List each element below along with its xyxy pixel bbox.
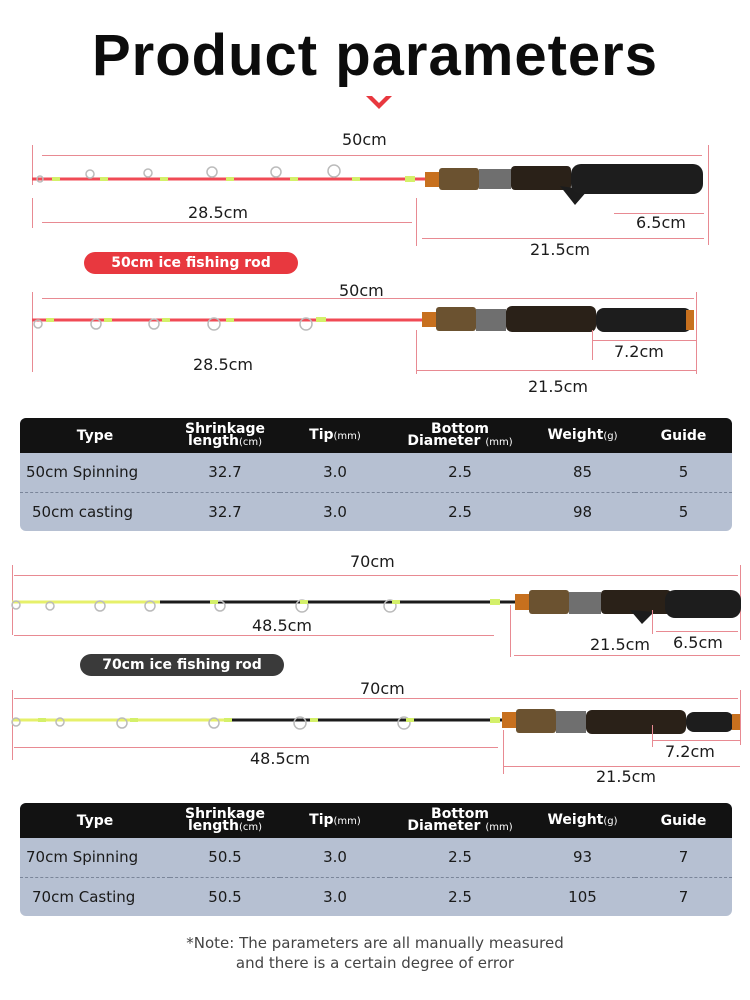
- th-guide: Guide: [635, 803, 732, 838]
- dim-grip-length: 7.2cm: [614, 342, 664, 361]
- dim-total-length: 70cm: [360, 679, 405, 698]
- dim-total-length: 70cm: [350, 552, 395, 571]
- dim-total-length: 50cm: [339, 281, 384, 300]
- tag-50cm-ice-rod: 50cm ice fishing rod: [84, 252, 298, 274]
- rod-50-spinning-image: [30, 302, 710, 342]
- dim-grip-length: 6.5cm: [673, 633, 723, 652]
- th-tip: Tip(mm): [280, 418, 390, 453]
- table-row: 70cm Spinning 50.5 3.0 2.5 93 7: [20, 838, 732, 877]
- spec-table-50cm: [20, 418, 732, 531]
- th-tip: Tip(mm): [280, 803, 390, 838]
- th-bottom-diameter: Bottom Diameter (mm): [390, 803, 530, 838]
- dim-blank-length: 28.5cm: [188, 203, 249, 222]
- rod-70-spinning-image: [10, 708, 745, 738]
- th-type: Type: [20, 803, 170, 838]
- spec-table-70cm: [20, 803, 732, 916]
- rod-70-casting-image: [10, 588, 745, 624]
- dim-blank-length: 28.5cm: [193, 355, 254, 374]
- rod-50-casting-image: [30, 160, 720, 210]
- th-weight: Weight(g): [530, 803, 635, 838]
- dim-handle-length: 21.5cm: [528, 377, 589, 396]
- dim-handle-length: 21.5cm: [590, 635, 651, 654]
- dim-total-length: 50cm: [342, 130, 387, 149]
- dim-handle-length: 21.5cm: [596, 767, 657, 786]
- dim-blank-length: 48.5cm: [252, 616, 313, 635]
- th-shrinkage: Shrinkage length(cm): [170, 803, 280, 838]
- th-type: Type: [20, 418, 170, 453]
- dim-blank-length: 48.5cm: [250, 749, 311, 768]
- table-row: 50cm casting 32.7 3.0 2.5 98 5: [32, 502, 689, 521]
- th-guide: Guide: [635, 418, 732, 453]
- page-title: Product parameters: [92, 23, 658, 88]
- dim-grip-length: 7.2cm: [665, 742, 715, 761]
- dim-handle-length: 21.5cm: [530, 240, 591, 259]
- table-row: 70cm Casting 50.5 3.0 2.5 105 7: [32, 887, 689, 906]
- dim-grip-length: 6.5cm: [636, 213, 686, 232]
- th-bottom-diameter: Bottom Diameter (mm): [390, 418, 530, 453]
- table-row: 50cm Spinning 32.7 3.0 2.5 85 5: [20, 453, 732, 492]
- tag-70cm-ice-rod: 70cm ice fishing rod: [80, 654, 284, 676]
- note-text: *Note: The parameters are all manually measured and there is a certain degree of error: [186, 934, 564, 972]
- th-weight: Weight(g): [530, 418, 635, 453]
- chevron-down-icon: [366, 96, 392, 110]
- th-shrinkage: Shrinkage length(cm): [170, 418, 280, 453]
